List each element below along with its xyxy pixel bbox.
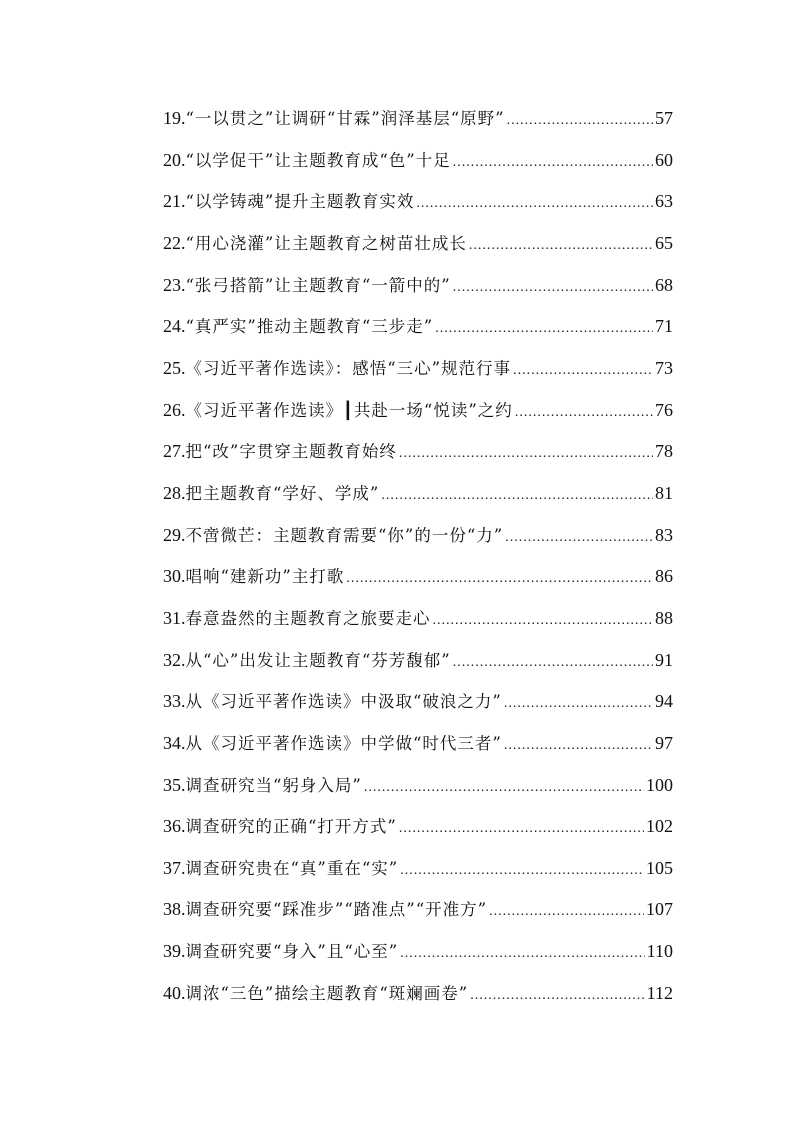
toc-entry[interactable] — [163, 355, 673, 397]
toc-entry[interactable] — [163, 855, 673, 897]
entry-title: 从《习近平著作选读》中汲取“破浪之力” — [185, 692, 502, 712]
page-number: 60 — [655, 149, 673, 170]
toc-entry[interactable] — [163, 813, 673, 855]
dot-leader — [400, 863, 644, 879]
entry-title: 从“心”出发让主题教育“芬芳馥郁” — [185, 650, 451, 670]
page-number: 76 — [655, 399, 673, 420]
dot-leader — [504, 738, 653, 754]
entry-title: “用心浇灌”让主题教育之树苗壮成长 — [185, 233, 467, 253]
page-number: 81 — [655, 482, 673, 503]
entry-number: 33. — [163, 691, 186, 712]
entry-number: 26. — [163, 399, 186, 420]
toc-entry[interactable] — [163, 938, 673, 980]
page-number: 65 — [655, 232, 673, 253]
dot-leader — [453, 280, 653, 296]
toc-entry[interactable] — [163, 480, 673, 522]
entry-title: 调查研究要“身入”且“心至” — [185, 942, 399, 962]
page-number: 88 — [655, 607, 673, 628]
entry-title: “以学促干”让主题教育成“色”十足 — [185, 150, 451, 170]
toc-entry[interactable] — [163, 272, 673, 314]
dot-leader — [433, 613, 654, 629]
entry-number: 28. — [163, 482, 186, 503]
entry-title: 唱响“建新功”主打歌 — [185, 567, 345, 587]
toc-entry[interactable] — [163, 105, 673, 147]
page-number: 71 — [655, 316, 673, 337]
entry-title: 调浓“三色”描绘主题教育“斑斓画卷” — [185, 983, 469, 1003]
entry-number: 38. — [163, 899, 186, 920]
dot-leader — [399, 821, 644, 837]
toc-entry[interactable] — [163, 397, 673, 439]
entry-number: 37. — [163, 857, 186, 878]
entry-title: “真严实”推动主题教育“三步走” — [185, 317, 434, 337]
page-number: 102 — [646, 816, 673, 837]
toc-entry[interactable] — [163, 647, 673, 689]
entry-title: 不啻微芒：主题教育需要“你”的一份“力” — [185, 525, 504, 545]
toc-entry[interactable] — [163, 522, 673, 564]
entry-title: 把“改”字贯穿主题教育始终 — [185, 442, 397, 462]
toc-entry[interactable] — [163, 605, 673, 647]
entry-title: 春意盎然的主题教育之旅要走心 — [185, 608, 431, 628]
page-number: 78 — [655, 441, 673, 462]
entry-number: 40. — [163, 982, 186, 1003]
dot-leader — [515, 405, 653, 421]
page-number: 110 — [646, 941, 673, 962]
toc-entry[interactable] — [163, 313, 673, 355]
entry-title: 从《习近平著作选读》中学做“时代三者” — [185, 733, 502, 753]
dot-leader — [399, 446, 653, 462]
entry-number: 20. — [163, 149, 186, 170]
page-number: 83 — [655, 524, 673, 545]
dot-leader — [381, 488, 653, 504]
dot-leader — [505, 530, 653, 546]
entry-title: “一以贯之”让调研“甘霖”润泽基层“原野” — [185, 109, 505, 128]
entry-number: 32. — [163, 649, 186, 670]
entry-title: 调查研究的正确“打开方式” — [185, 817, 397, 837]
entry-number: 30. — [163, 566, 186, 587]
dot-leader — [346, 571, 653, 587]
entry-number: 24. — [163, 316, 186, 337]
page-number: 112 — [646, 982, 673, 1003]
dot-leader — [435, 321, 653, 337]
page-number: 107 — [646, 899, 673, 920]
table-of-contents — [163, 105, 673, 1021]
dot-leader — [400, 946, 644, 962]
page-number: 68 — [655, 274, 673, 295]
toc-entry[interactable] — [163, 438, 673, 480]
dot-leader — [416, 196, 653, 212]
page-number: 63 — [655, 191, 673, 212]
entry-number: 23. — [163, 274, 186, 295]
dot-leader — [453, 655, 653, 671]
entry-number: 22. — [163, 232, 186, 253]
entry-number: 35. — [163, 774, 186, 795]
entry-number: 29. — [163, 524, 186, 545]
dot-leader — [453, 155, 653, 171]
page-number: 97 — [655, 732, 673, 753]
page-number: 57 — [655, 108, 673, 128]
toc-entry[interactable] — [163, 230, 673, 272]
entry-number: 31. — [163, 607, 186, 628]
toc-entry[interactable] — [163, 980, 673, 1022]
entry-title: 《习近平著作选读》┃共赴一场“悦读”之约 — [185, 400, 513, 420]
toc-entry[interactable] — [163, 772, 673, 814]
toc-entry[interactable] — [163, 147, 673, 189]
toc-entry[interactable] — [163, 688, 673, 730]
entry-number: 21. — [163, 191, 186, 212]
entry-title: “张弓搭箭”让主题教育“一箭中的” — [185, 275, 451, 295]
page-number: 73 — [655, 357, 673, 378]
page-number: 100 — [646, 774, 673, 795]
toc-entry[interactable] — [163, 896, 673, 938]
toc-entry[interactable] — [163, 188, 673, 230]
entry-title: 调查研究当“躬身入局” — [185, 775, 362, 795]
dot-leader — [469, 238, 653, 254]
entry-number: 39. — [163, 941, 186, 962]
entry-number: 19. — [163, 108, 186, 128]
entry-title: 调查研究贵在“真”重在“实” — [185, 858, 399, 878]
dot-leader — [489, 904, 644, 920]
toc-entry[interactable] — [163, 563, 673, 605]
page-number: 86 — [655, 566, 673, 587]
dot-leader — [364, 780, 644, 796]
entry-title: 《习近平著作选读》：感悟“三心”规范行事 — [185, 358, 512, 378]
entry-number: 36. — [163, 816, 186, 837]
page-number: 94 — [655, 691, 673, 712]
entry-number: 27. — [163, 441, 186, 462]
entry-number: 25. — [163, 357, 186, 378]
toc-entry[interactable] — [163, 730, 673, 772]
page-number: 105 — [646, 857, 673, 878]
dot-leader — [470, 988, 644, 1004]
entry-title: “以学铸魂”提升主题教育实效 — [185, 192, 415, 212]
page-number: 91 — [655, 649, 673, 670]
entry-title: 把主题教育“学好、学成” — [185, 483, 380, 503]
entry-title: 调查研究要“踩准步”“踏准点”“开准方” — [185, 900, 488, 920]
dot-leader — [504, 696, 653, 712]
dot-leader — [507, 113, 653, 129]
entry-number: 34. — [163, 732, 186, 753]
dot-leader — [513, 363, 653, 379]
